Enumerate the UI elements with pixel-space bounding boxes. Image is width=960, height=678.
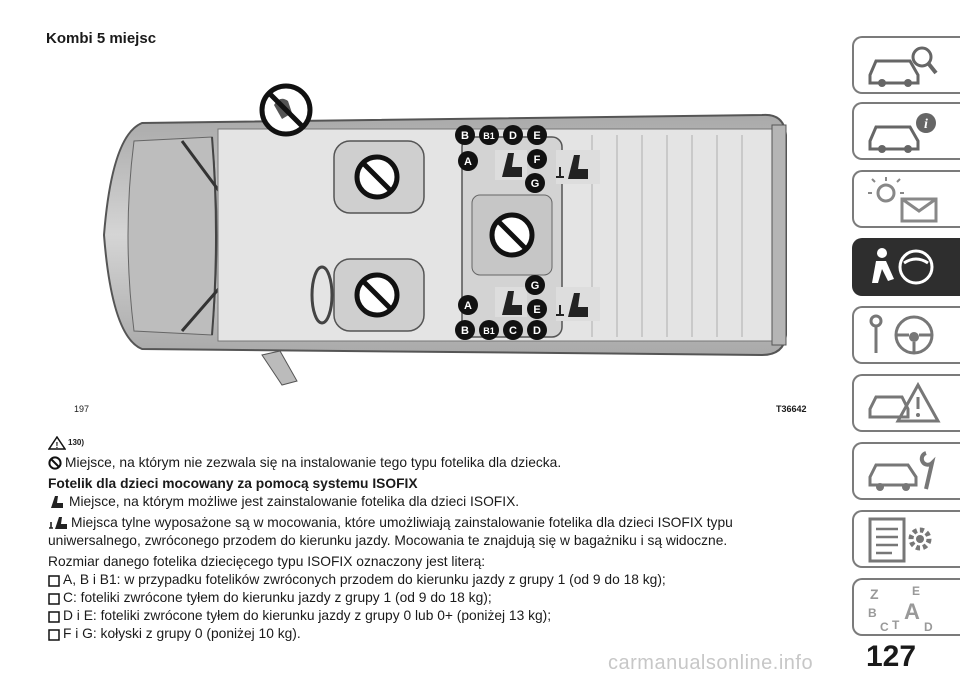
svg-text:E: E	[533, 130, 541, 142]
tab-index[interactable]	[852, 578, 960, 636]
svg-text:G: G	[530, 280, 540, 292]
list-item: D i E: foteliki zwrócone tyłem do kierunku jazdy z grupy 0 lub 0+ (poniżej 13 kg);	[48, 607, 760, 625]
tab-warning-lights[interactable]	[852, 170, 960, 228]
svg-text:D: D	[533, 325, 541, 337]
checkbox-icon	[48, 611, 60, 623]
size-label	[479, 125, 499, 145]
section-title: Kombi 5 miejsc	[46, 30, 157, 47]
prohibited-sign-icon	[357, 275, 397, 315]
tab-safety[interactable]	[852, 238, 960, 296]
airbag-icon	[864, 243, 944, 293]
tab-technical-data[interactable]	[852, 510, 960, 568]
svg-text:B: B	[868, 606, 877, 620]
checkbox-icon	[48, 593, 60, 605]
page-number: 127	[866, 640, 917, 673]
svg-text:D: D	[509, 130, 517, 142]
svg-text:D: D	[924, 620, 933, 633]
svg-text:A: A	[904, 599, 920, 624]
svg-text:!: !	[55, 441, 59, 450]
isofix-anchor-icon	[556, 150, 600, 184]
tab-info[interactable]	[852, 102, 960, 160]
size-label	[527, 299, 547, 319]
warning-reference: ! 130)	[48, 436, 84, 450]
svg-text:i: i	[924, 117, 928, 132]
svg-text:E: E	[533, 304, 541, 316]
svg-text:B: B	[461, 325, 469, 337]
isofix-seat-icon	[48, 495, 66, 509]
tab-starting-driving[interactable]	[852, 306, 960, 364]
svg-text:T: T	[892, 618, 900, 632]
size-label	[458, 295, 478, 315]
svg-text:B1: B1	[483, 131, 495, 141]
list-item: C: foteliki zwrócone tyłem do kierunku jazdy z grupy 1 (od 9 do 18 kg);	[48, 589, 760, 607]
steering-key-icon	[864, 311, 944, 361]
prohibited-sign-icon	[357, 157, 397, 197]
warning-triangle-icon	[48, 436, 66, 450]
svg-text:C: C	[880, 620, 889, 633]
tab-maintenance[interactable]	[852, 442, 960, 500]
size-label	[479, 320, 499, 340]
car-wrench-icon	[864, 447, 944, 497]
tab-knowing-car[interactable]	[852, 36, 960, 94]
figure-code: T36642	[776, 404, 807, 414]
svg-text:A: A	[464, 300, 472, 312]
svg-text:A: A	[464, 156, 472, 168]
rear-seats-line: Miejsca tylne wyposażone są w mocowania, które umożliwiają zainstalowanie fotelika dla dzieci ISOFIX typu uniwersalnego, zwróconego przodem do kierunku jazdy. Mocowania te znajdują się w bagażniku i są widoczne.	[48, 515, 733, 548]
size-label	[503, 125, 523, 145]
size-label	[455, 125, 475, 145]
checkbox-icon	[48, 575, 60, 587]
list-item: F i G: kołyski z grupy 0 (poniżej 10 kg).	[48, 625, 760, 643]
isofix-seat-icon	[495, 150, 527, 180]
svg-text:G: G	[530, 178, 540, 190]
warning-light-message-icon	[864, 175, 944, 225]
isofix-anchor-icon	[48, 516, 68, 530]
svg-text:F: F	[533, 154, 541, 166]
size-label	[525, 173, 545, 193]
svg-text:B: B	[461, 130, 469, 142]
prohibited-sign-icon	[492, 215, 532, 255]
watermark: carmanualsonline.info	[608, 652, 814, 674]
isofix-possible-line: Miejsce, na którym możliwe jest zainstalowanie fotelika dla dzieci ISOFIX.	[48, 493, 760, 511]
isofix-seat-icon	[495, 287, 527, 317]
size-label	[527, 125, 547, 145]
isofix-anchor-icon	[556, 287, 600, 321]
body-text	[48, 454, 760, 643]
prohibited-icon	[48, 456, 62, 470]
car-hazard-icon	[864, 379, 944, 429]
alphabet-index-icon	[864, 583, 944, 633]
svg-text:Z: Z	[870, 586, 879, 602]
van-seat-diagram	[72, 55, 812, 415]
tab-emergency[interactable]	[852, 374, 960, 432]
list-item: A, B i B1: w przypadku fotelików zwróconych przodem do kierunku jazdy z grupy 1 (od 9 do 18 kg);	[48, 571, 760, 589]
car-info-icon	[864, 107, 944, 157]
svg-text:C: C	[509, 325, 517, 337]
spec-sheet-gear-icon	[864, 515, 944, 565]
size-label	[458, 151, 478, 171]
size-label	[503, 320, 523, 340]
size-label	[525, 275, 545, 295]
svg-text:B1: B1	[483, 326, 495, 336]
size-label	[527, 320, 547, 340]
isofix-heading: Fotelik dla dzieci mocowany za pomocą systemu ISOFIX	[48, 476, 418, 491]
size-label	[527, 149, 547, 169]
prohibited-sign-icon	[262, 86, 310, 134]
svg-text:E: E	[912, 584, 921, 598]
size-intro: Rozmiar danego fotelika dziecięcego typu ISOFIX oznaczony jest literą:	[48, 554, 486, 569]
checkbox-icon	[48, 629, 60, 641]
figure-number: 197	[74, 404, 90, 414]
car-search-icon	[864, 41, 944, 91]
no-seat-line: Miejsce, na którym nie zezwala się na instalowanie tego typu fotelika dla dziecka.	[48, 454, 760, 472]
size-label	[455, 320, 475, 340]
